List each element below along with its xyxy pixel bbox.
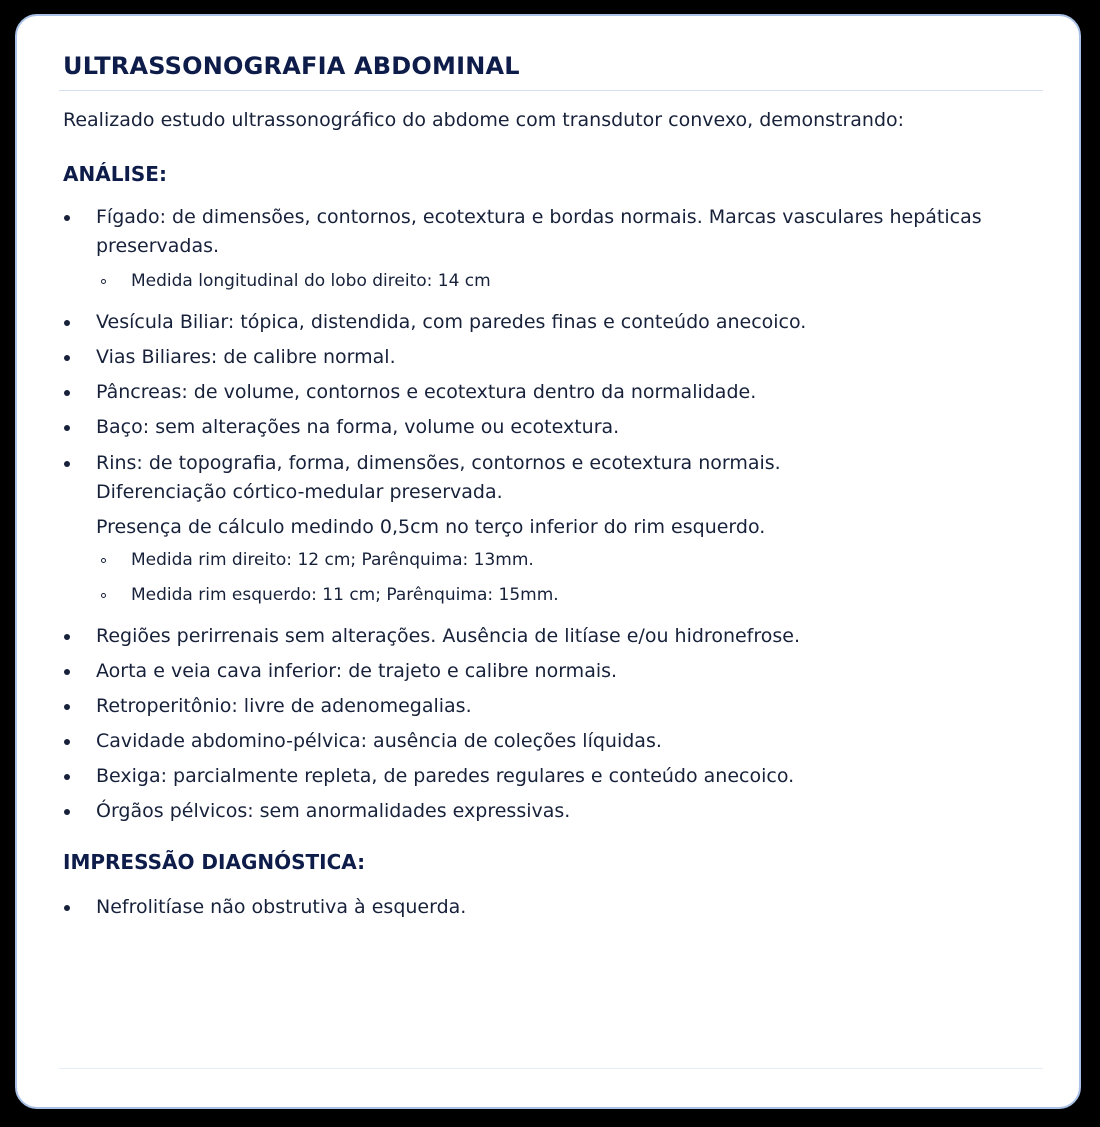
list-item-line: preservadas.: [96, 235, 220, 257]
list-item-line: Rins: de topografia, forma, dimensões, contornos e ecotextura normais.: [96, 452, 781, 474]
footer-divider: [59, 1068, 1043, 1069]
impression-list: [17, 16, 1079, 1107]
list-item-line: Retroperitônio: livre de adenomegalias.: [96, 695, 472, 717]
bullet-dot-icon: [64, 905, 70, 911]
list-item-line: Bexiga: parcialmente repleta, de paredes regulares e conteúdo anecoico.: [96, 765, 795, 787]
list-item-line: Aorta e veia cava inferior: de trajeto e calibre normais.: [96, 660, 618, 682]
report-card: [15, 14, 1081, 1109]
list-item-line: Órgãos pélvicos: sem anormalidades expressivas.: [96, 800, 571, 822]
sub-item-line: Medida longitudinal do lobo direito: 14 cm: [131, 271, 491, 291]
list-item-line: Vias Biliares: de calibre normal.: [96, 346, 396, 368]
list-item-line: Presença de cálculo medindo 0,5cm no terço inferior do rim esquerdo.: [96, 516, 766, 538]
analysis-heading: ANÁLISE:: [63, 162, 167, 186]
list-item-line: Fígado: de dimensões, contornos, ecotextura e bordas normais. Marcas vasculares hepáticas: [96, 206, 982, 228]
sub-item-line: Medida rim direito: 12 cm; Parênquima: 13mm.: [131, 550, 534, 570]
list-item-line: Cavidade abdomino-pélvica: ausência de coleções líquidas.: [96, 730, 662, 752]
list-item-line: Pâncreas: de volume, contornos e ecotextura dentro da normalidade.: [96, 381, 757, 403]
list-item-line: Regiões perirrenais sem alterações. Ausência de litíase e/ou hidronefrose.: [96, 625, 801, 647]
sub-item-line: Medida rim esquerdo: 11 cm; Parênquima: 15mm.: [131, 585, 559, 605]
impression-heading: IMPRESSÃO DIAGNÓSTICA:: [63, 850, 366, 874]
report-title: ULTRASSONOGRAFIA ABDOMINAL: [63, 52, 520, 80]
list-item-line: Baço: sem alterações na forma, volume ou ecotextura.: [96, 416, 620, 438]
list-item-line: Vesícula Biliar: tópica, distendida, com paredes finas e conteúdo anecoico.: [96, 311, 807, 333]
list-item-line: Nefrolitíase não obstrutiva à esquerda.: [96, 896, 467, 918]
list-item-line: Diferenciação córtico-medular preservada.: [96, 481, 503, 503]
report-intro: Realizado estudo ultrassonográfico do abdome com transdutor convexo, demonstrando:: [63, 109, 905, 131]
